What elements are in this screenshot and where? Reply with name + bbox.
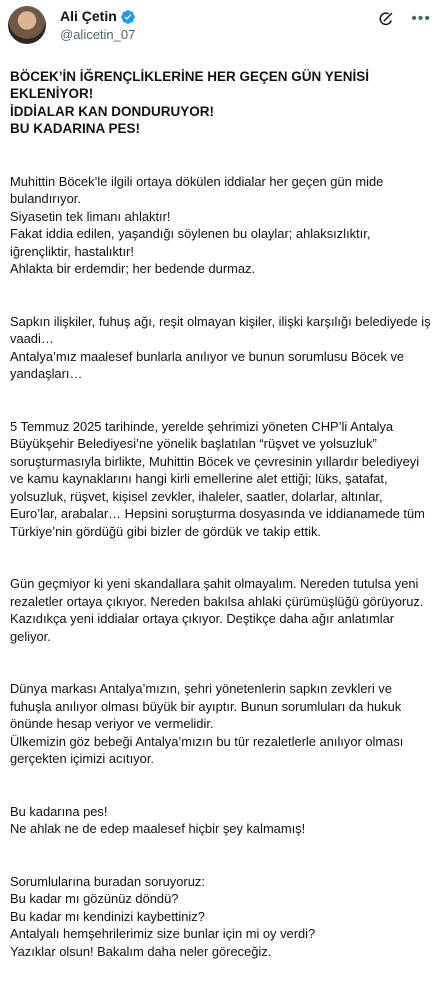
tweet-paragraph: Muhittin Böcek’le ilgili ortaya dökülen iddialar her geçen gün mide bulandırıyor. Siyasetin tek limanı ahlaktır! Fakat iddia edilen, yaşandığı söylenen bu olaylar; ahlaksızlıktır, iğrençliktir, hastalıktır! Ahlakta bir erdemdir; her bedende durmaz. bbox=[10, 173, 384, 276]
user-identity bbox=[60, 8, 136, 43]
verified-badge-icon bbox=[120, 9, 136, 25]
display-name[interactable]: Ali Çetin bbox=[60, 8, 117, 24]
tweet-paragraph: Sapkın ilişkiler, fuhuş ağı, reşit olmayan kişiler, ilişki karşılığı belediyede iş vaadi… Antalya’mız maalesef bunlarla anılıyor ve bunun sorumlusu Böcek ve yandaşları… bbox=[10, 313, 431, 381]
grok-icon[interactable] bbox=[377, 10, 395, 28]
user-handle[interactable]: @alicetin_07 bbox=[60, 27, 136, 42]
header-actions bbox=[377, 10, 431, 28]
tweet-paragraph: Gün geçmiyor ki yeni skandallara şahit olmayalım. Nereden tutulsa yeni rezaletler ortaya çıkıyor. Nereden bakılsa ahlaki çürümüşlüğü görüyoruz. Kazıdıkça yeni iddialar ortaya çıkıyor. Deştikçe daha ağır anlatımlar geliyor. bbox=[10, 576, 424, 644]
name-row bbox=[60, 8, 136, 25]
tweet-paragraph: Dünya markası Antalya’mızın, şehri yönetenlerin sapkın zevkleri ve fuhuşla anılıyor olması büyük bir ayıptır. Bunun sorumluları da hukuk önünde hesap veriyor ve vermelidir. Ülkemizin göz bebeği Antalya’mızın bu tür rezaletlerle anılıyor olması gerçekten içimizi acıtıyor. bbox=[10, 681, 404, 766]
tweet-paragraph: 5 Temmuz 2025 tarihinde, yerelde şehrimizi yöneten CHP’li Antalya Büyükşehir Belediyesi’ne yönelik başlatılan “rüşvet ve yolsuzluk” soruşturmasıyla birlikte, Muhittin Böcek ve çevresinin yıllardır belediyeyi ve kamu kaynaklarını hangi kirli emellerine alet ettiği; lüks, şatafat, yolsuzluk, rüşvet, kişisel zevkler, ihaleler, saatler, dolarlar, altınlar, Euro’lar, arabalar… Hepsini soruşturma dosyasında ve iddianamede tüm Türkiye’nin gördüğü gibi bizler de gördük ve takip ettik. bbox=[10, 418, 425, 539]
tweet-text bbox=[8, 50, 433, 995]
more-horizontal-icon[interactable]: ••• bbox=[411, 10, 431, 27]
tweet-headline: BÖCEK’İN İĞRENÇLİKLERİNE HER GEÇEN GÜN YENİSİ EKLENİYOR! İDDİALAR KAN DONDURUYOR! BU KADARINA PES! bbox=[10, 68, 370, 136]
tweet-header bbox=[8, 0, 433, 46]
tweet-paragraph: Bu kadarına pes! Ne ahlak ne de edep maalesef hiçbir şey kalmamış! bbox=[10, 803, 306, 836]
tweet-paragraph: Sorumlularına buradan soruyoruz: Bu kadar mı gözünüz döndü? Bu kadar mı kendinizi kaybettiniz? Antalyalı hemşehrilerimiz size bunlar için mi oy verdi? Yazıklar olsun! Bakalım daha neler göreceğiz. bbox=[10, 873, 316, 959]
avatar[interactable] bbox=[8, 6, 46, 44]
